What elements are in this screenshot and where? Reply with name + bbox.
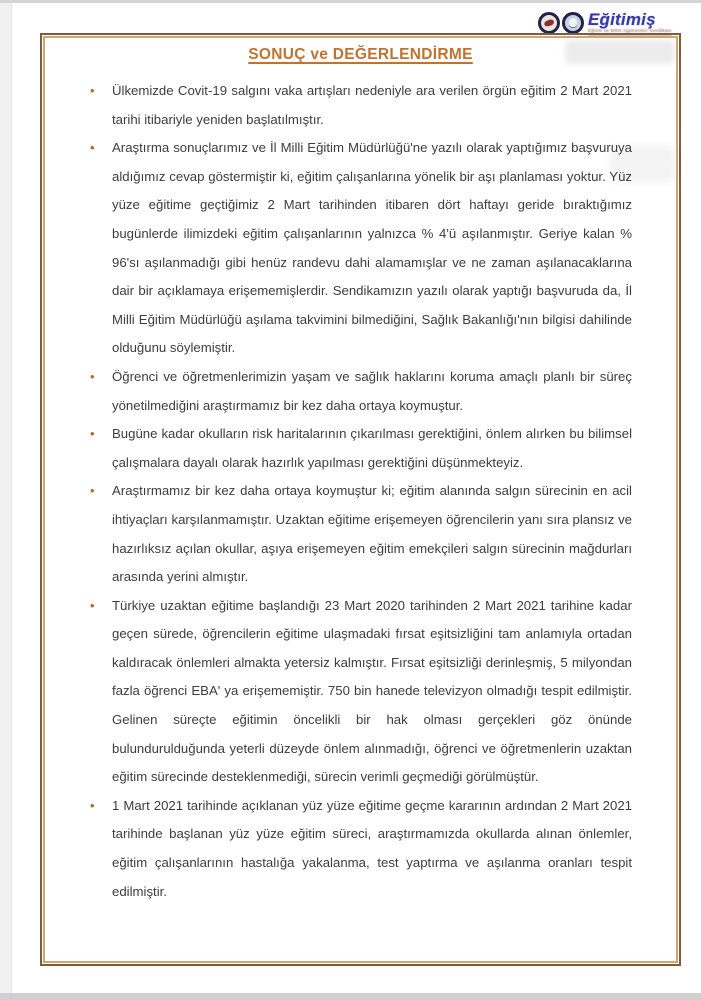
bullet-text: Araştırmamız bir kez daha ortaya koymuştur ki; eğitim alanında salgın sürecinin en acil ihtiyaçları karşılanmamıştır. Uzaktan eğitime erişemeyen öğrencilerin yanı sıra plansız ve hazırlıksız açılan okullar, aşıya erişemeyen eğitim emekçileri salgın sürecinin mağdurları arasında yerini almıştır. <box>112 483 632 585</box>
bullet-text: Türkiye uzaktan eğitime başlandığı 23 Mart 2020 tarihinden 2 Mart 2021 tarihine kadar geçen sürede, öğrencilerin eğitime ulaşmadaki fırsat eşitsizliğini tam anlamıyla ortadan kaldıracak önlemleri almakta yetersiz kalmıştır. Fırsat eşitsizliği derinleşmiş, 5 milyondan fazla öğrenci EBA' ya erişememiştir. 750 bin hanede televizyon olmadığı tespit edilmiştir. Gelinen süreçte eğitimin öncelikli bir hak olması gerçekleri göz önünde bulundurulduğunda yeterli düzeyde önlem alınmadığı, öğrenci ve öğretmenlerin uzaktan eğitim sürecinde desteklenmediği, sürecin verimli geçmediği görülmüştür. <box>112 597 632 785</box>
bullet-text: Ülkemizde Covit-19 salgını vaka artışları nedeniyle ara verilen örgün eğitim 2 Mart 2021 tarihi itibariyle yeniden başlatılmıştır. <box>112 83 632 127</box>
logo-tagline: Eğitim ve Bilim İşgörenleri Sendikası <box>588 29 672 36</box>
list-item <box>88 77 632 134</box>
union-seal-icon <box>562 12 584 34</box>
bullet-icon: • <box>90 483 95 499</box>
bullet-icon: • <box>90 426 95 442</box>
bullet-icon: • <box>90 140 95 156</box>
logo-brand-name: Eğitimiş <box>588 9 656 29</box>
scan-bottom-edge <box>0 993 701 1000</box>
scan-left-edge <box>0 0 12 1000</box>
bullet-icon: • <box>90 797 95 813</box>
list-item <box>88 592 632 792</box>
bullet-list <box>45 77 676 906</box>
list-item <box>88 363 632 420</box>
content-frame <box>40 33 681 966</box>
content-frame-inner <box>43 36 678 963</box>
bullet-text: 1 Mart 2021 tarihinde açıklanan yüz yüze eğitime geçme kararının ardından 2 Mart 2021 tarihinde başlanan yüz yüze eğitim süreci, araştırmamızda okullarda alınan önlemler, eğitim çalışanlarının hastalığa yakalanma, test yaptırma ve aşılanma oranları tespit edilmiştir. <box>112 797 632 899</box>
union-emblem-icon <box>538 12 560 34</box>
bullet-text: Araştırma sonuçlarımız ve İl Milli Eğitim Müdürlüğü'ne yazılı olarak yaptığımız başvuruya aldığımız cevap göstermiştir ki, eğitim çalışanlarına yönelik bir aşı planlaması yoktur. Yüz yüze eğitime geçtiğimiz 2 Mart tarihinden itibaren dört haftayı geride bıraktığımız bugünlerde ilimizdeki eğitim çalışanlarının yalnızca % 4'ü aşılanmıştır. Geriye kalan % 96'sı aşılanmadığı gibi henüz randevu dahi alamamışlar ve ne zaman aşılanacaklarına dair bir açıklamaya erişememişlerdir. Sendikamızın yazılı olarak yaptığı başvuruda da, İl Milli Eğitim Müdürlüğü aşılama takvimini bilmediğini, Sağlık Bakanlığı'nın bilgisi dahilinde olduğunu söylemiştir. <box>112 140 632 356</box>
list-item <box>88 792 632 906</box>
bullet-icon: • <box>90 83 95 98</box>
scan-top-edge <box>0 0 701 3</box>
bullet-icon: • <box>90 597 95 613</box>
list-item <box>88 420 632 477</box>
bullet-icon: • <box>90 368 95 384</box>
bullet-text: Öğrenci ve öğretmenlerimizin yaşam ve sağlık haklarını koruma amaçlı planlı bir süreç yönetilmediğini araştırmamız bir kez daha ortaya koymuştur. <box>112 368 632 413</box>
list-item <box>88 477 632 591</box>
page-title: SONUÇ ve DEĞERLENDİRME <box>248 46 473 63</box>
list-item <box>88 134 632 363</box>
bullet-text: Bugüne kadar okulların risk haritalarının çıkarılması gerektiğini, önlem alırken bu bilimsel çalışmalara dayalı olarak hazırlık yapılması gerektiğini düşünmekteyiz. <box>112 426 632 470</box>
